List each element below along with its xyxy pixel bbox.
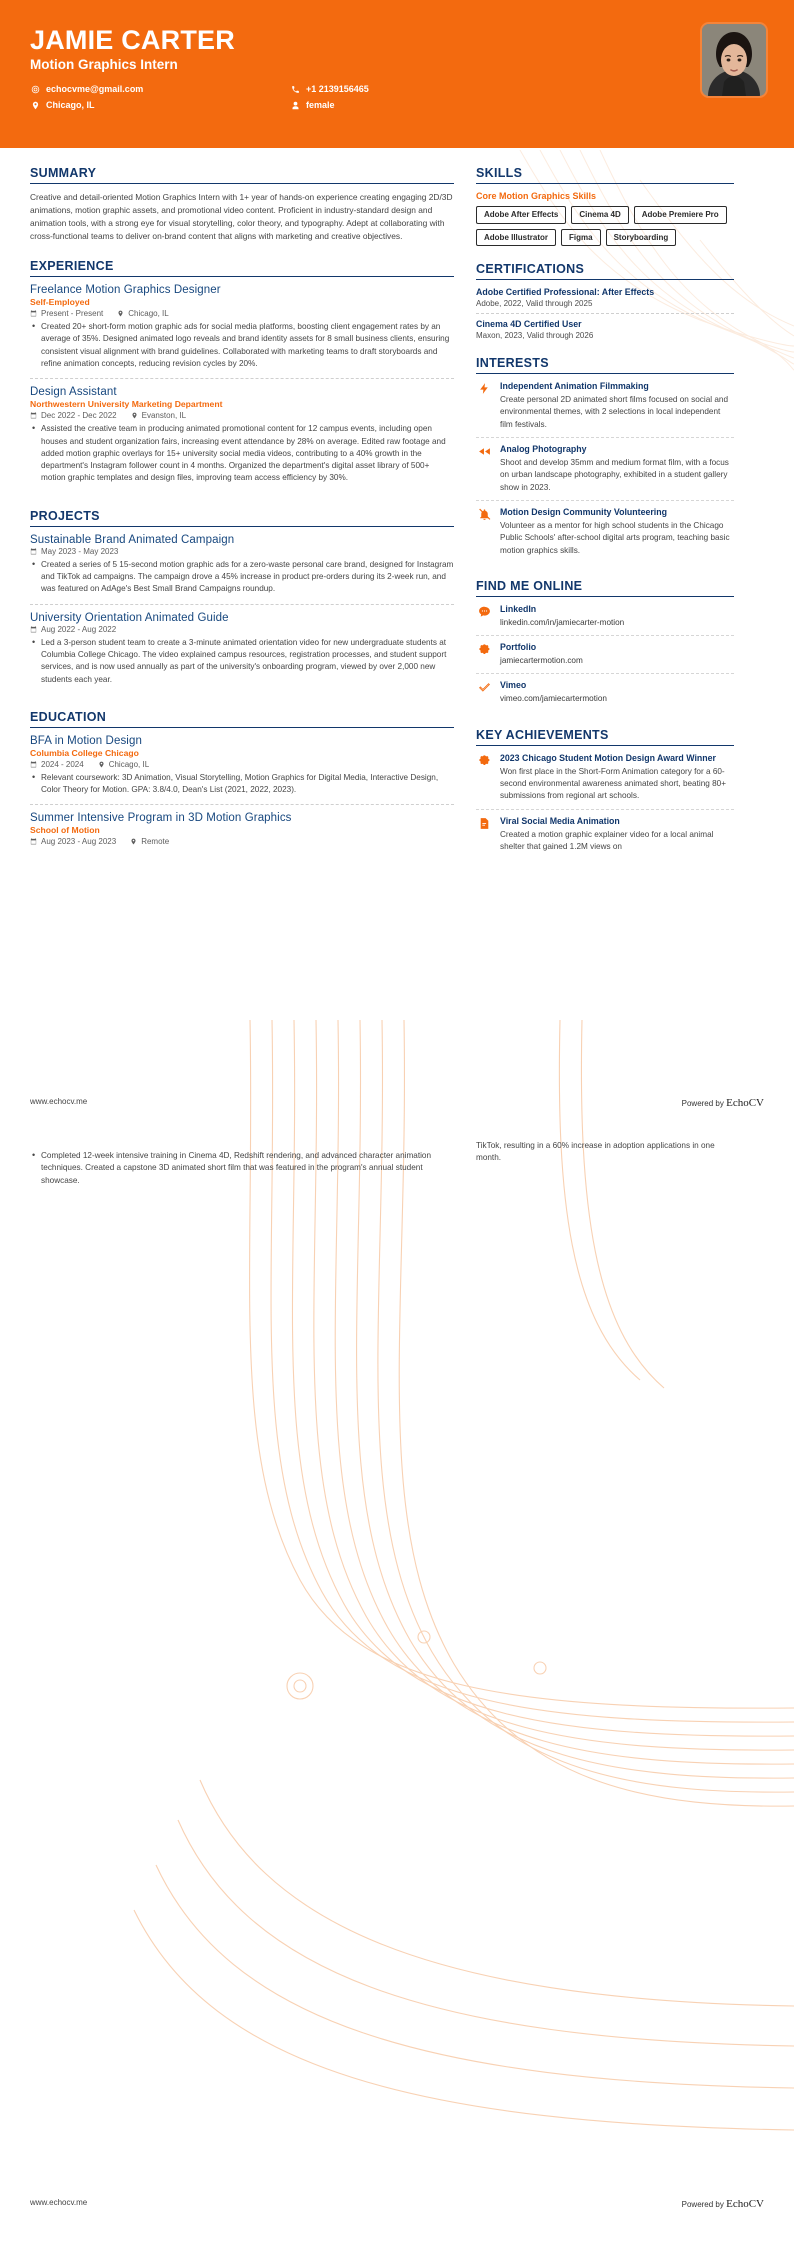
experience-meta: [30, 309, 454, 318]
interest-item: [476, 444, 734, 501]
section-education: [30, 710, 454, 857]
date-range-text: May 2023 - May 2023: [41, 546, 119, 556]
contact-grid: [30, 84, 550, 116]
online-body: [500, 642, 734, 667]
experience-org: Self-Employed: [30, 297, 90, 308]
footer-brand-name: EchoCV: [726, 2198, 764, 2210]
education-entry: [30, 735, 454, 806]
date-range: [30, 309, 103, 318]
location: [117, 309, 168, 318]
summary-text: Creative and detail-oriented Motion Graphics Intern with 1+ year of hands-on experience creating engaging 2D/3D animations, motion graphic assets, and promotional video content. Proficient in industry-standard design and animation tools, with a strong eye for visual storytelling, color theory, and typography. Adept at collaborating with cross-functional teams to deliver on-brand content that aligns with marketing and creative objectives.: [30, 192, 453, 242]
interest-title: Analog Photography: [500, 444, 587, 455]
bullet-list: [30, 772, 454, 797]
location-text: Evanston, IL: [141, 411, 187, 421]
location-text: Remote: [141, 837, 170, 847]
bullet-list: [30, 423, 454, 484]
skill-chip: Storyboarding: [606, 229, 677, 247]
calendar-icon: [30, 761, 37, 768]
contact-gender-text: female: [306, 100, 335, 111]
overflow-left: [30, 1150, 454, 1188]
resume-header: [0, 0, 794, 148]
location-icon: [98, 761, 105, 768]
interest-title: Independent Animation Filmmaking: [500, 381, 649, 392]
interest-desc: Create personal 2D animated short films focused on social and environmental themes, with 2 selections in local independent film festivals.: [500, 395, 729, 429]
location-icon: [117, 310, 124, 317]
date-range: [30, 411, 117, 420]
date-range-text: Dec 2022 - Dec 2022: [41, 411, 117, 421]
contact-column-left: [30, 84, 290, 116]
achievement-desc: Created a motion graphic explainer video for a local animal shelter that gained 1.2M views on: [500, 829, 714, 851]
footer-powered-prefix: Powered by: [681, 1099, 724, 1108]
location: [130, 837, 169, 846]
online-url[interactable]: linkedin.com/in/jamiecarter-motion: [500, 617, 625, 627]
certification-meta: Adobe, 2022, Valid through 2025: [476, 299, 593, 309]
online-label: Portfolio: [500, 642, 537, 653]
location-text: Chicago, IL: [128, 309, 169, 319]
bullet-item: • Led a 3-person student team to create a 3-minute animated orientation video for new undergraduate students at Columbia College Chicago. The video explained campus resources, registration processes, and student support services, and is now used annually as part of the university's onboarding program, viewed by over 2,000 new students each year.: [41, 637, 454, 686]
date-range: [30, 760, 84, 769]
divider: [30, 276, 454, 277]
location-icon: [130, 838, 137, 845]
certification-item: [476, 287, 734, 314]
skill-chip: Cinema 4D: [571, 206, 628, 224]
skill-chip: Adobe Premiere Pro: [634, 206, 727, 224]
gear-icon: [476, 642, 492, 667]
calendar-icon: [30, 412, 37, 419]
contact-column-right: [290, 84, 550, 116]
bullet-item: • Assisted the creative team in producing animated promotional content for 12 campus events, including open houses and student organization fairs, increasing event attendance by 28% on average. Edited raw footage and added motion graphic overlays for 15+ university social media videos, contributing to a 40% growth in the department's Instagram follower count in 4 months. Organized the department's digital asset library of 500+ motion graphic templates and design files, improving team access efficiency by 30%.: [41, 423, 454, 484]
date-range: [30, 625, 116, 634]
section-heading-education: EDUCATION: [30, 709, 107, 724]
education-school: Columbia College Chicago: [30, 747, 139, 758]
bullet-item: • Relevant coursework: 3D Animation, Visual Storytelling, Motion Graphics for Digital Media, Interactive Design, Color Theory for Motion. GPA: 3.8/4.0, Dean's List (2021, 2022, 2023).: [41, 772, 454, 797]
interest-item: [476, 381, 734, 438]
divider: [476, 183, 734, 184]
location-icon: [131, 412, 138, 419]
experience-entry: [30, 284, 454, 379]
section-heading-skills: SKILLS: [476, 166, 523, 180]
skill-chip: Adobe Illustrator: [476, 229, 556, 247]
section-heading-summary: SUMMARY: [30, 166, 97, 180]
bullet-list: [30, 559, 454, 596]
contact-email-text: echocvme@gmail.com: [46, 84, 144, 95]
calendar-icon: [30, 626, 37, 633]
job-title: Motion Graphics Intern: [30, 57, 178, 73]
section-certifications: [476, 262, 734, 340]
bullet-list: [30, 637, 454, 686]
skill-chip: Adobe After Effects: [476, 206, 566, 224]
calendar-icon: [30, 310, 37, 317]
date-range-text: Aug 2023 - Aug 2023: [41, 837, 117, 847]
certification-name: Adobe Certified Professional: After Effects: [476, 287, 655, 298]
resume-body: [0, 148, 794, 875]
education-entry: [30, 812, 454, 856]
certification-name: Cinema 4D Certified User: [476, 319, 582, 330]
bullet-list: [30, 1150, 454, 1187]
person-icon: [290, 100, 300, 110]
achievement-title: 2023 Chicago Student Motion Design Award Winner: [500, 752, 716, 763]
experience-entry: [30, 386, 454, 492]
footer-site[interactable]: www.echocv.me: [30, 1097, 88, 1106]
page-footer-2: [0, 2198, 794, 2210]
interest-item: [476, 507, 734, 563]
contact-email[interactable]: [30, 84, 290, 94]
location: [131, 411, 186, 420]
project-entry: [30, 534, 454, 605]
document-icon: [476, 816, 492, 854]
online-item-vimeo[interactable]: [476, 680, 734, 711]
section-skills: [476, 166, 734, 246]
divider: [476, 745, 734, 746]
online-url[interactable]: vimeo.com/jamiecartermotion: [500, 694, 607, 704]
section-summary: [30, 166, 454, 243]
education-degree: BFA in Motion Design: [30, 734, 142, 747]
interest-body: [500, 444, 734, 494]
certification-item: [476, 319, 734, 340]
date-range-text: Present - Present: [41, 309, 104, 319]
section-find-me-online: [476, 579, 734, 712]
interest-desc: Volunteer as a mentor for high school students in the Chicago Public Schools' after-school digital arts program, teaching basic motion graphics skills.: [500, 520, 730, 555]
location-icon: [30, 100, 40, 110]
location-text: Chicago, IL: [108, 759, 150, 769]
footer-brand: [682, 1097, 764, 1109]
contact-location: [30, 100, 290, 110]
skill-chip-list: [476, 206, 734, 246]
online-item-linkedin[interactable]: [476, 604, 734, 636]
calendar-icon: [30, 838, 37, 845]
project-entry: [30, 612, 454, 694]
certification-meta: Maxon, 2023, Valid through 2026: [476, 331, 594, 341]
project-name: University Orientation Animated Guide: [30, 611, 229, 624]
rewind-icon: [476, 444, 492, 494]
bullet-item: • Created 20+ short-form motion graphic ads for social media platforms, boosting client engagement rates by an average of 35%. Designed animated logo reveals and brand identity assets for 8 small business clients, ensuring consistent visual alignment with brand guidelines. Collaborated with marketing teams to draft storyboards and refine animation concepts, reducing revision cycles by 20%.: [41, 321, 454, 370]
divider: [30, 727, 454, 728]
section-heading-projects: PROJECTS: [30, 508, 100, 523]
skill-group-label: Core Motion Graphics Skills: [476, 191, 597, 201]
footer-brand: [682, 2198, 764, 2210]
experience-role: Design Assistant: [30, 386, 117, 399]
location: [98, 760, 149, 769]
divider: [30, 183, 454, 184]
section-heading-certifications: CERTIFICATIONS: [476, 262, 585, 277]
date-range-text: Aug 2022 - Aug 2022: [41, 624, 117, 634]
section-heading-experience: EXPERIENCE: [30, 259, 114, 274]
chat-bubble-icon: [476, 604, 492, 629]
divider: [30, 526, 454, 527]
lightning-bolt-icon: [476, 381, 492, 431]
footer-powered-prefix: Powered by: [681, 2200, 724, 2209]
interest-title: Motion Design Community Volunteering: [500, 506, 667, 517]
experience-org: Northwestern University Marketing Department: [30, 399, 223, 410]
check-icon: [476, 680, 492, 705]
skill-chip: Figma: [561, 229, 601, 247]
online-body: [500, 680, 734, 705]
section-interests: [476, 356, 734, 563]
contact-phone-text: +1 2139156465: [306, 84, 369, 95]
experience-meta: [30, 411, 454, 420]
section-heading-find-me-online: FIND ME ONLINE: [476, 578, 583, 593]
phone-icon: [290, 84, 300, 94]
achievement-item: [476, 753, 734, 810]
section-projects: [30, 509, 454, 694]
divider: [476, 596, 734, 597]
achievement-body: [500, 816, 734, 854]
section-heading-key-achievements: KEY ACHIEVEMENTS: [476, 727, 609, 742]
education-school: School of Motion: [30, 825, 100, 836]
section-experience: [30, 259, 454, 493]
avatar: [702, 24, 766, 96]
page-title: JAMIE CARTER: [30, 25, 235, 55]
online-item-portfolio[interactable]: [476, 642, 734, 674]
online-label: Vimeo: [500, 680, 527, 691]
achievement-body: [500, 753, 734, 803]
interest-desc: Shoot and develop 35mm and medium format film, with a focus on urban landscape photography, exhibited in a student gallery show in 2023.: [500, 458, 729, 492]
decorative-swirls-bottom: [0, 1020, 794, 2246]
divider: [476, 373, 734, 374]
experience-role: Freelance Motion Graphics Designer: [30, 284, 221, 297]
bullet-list: [30, 321, 454, 370]
footer-site[interactable]: www.echocv.me: [30, 2198, 88, 2207]
online-body: [500, 604, 734, 629]
project-meta: [30, 625, 454, 634]
section-key-achievements: [476, 728, 734, 859]
project-meta: [30, 547, 454, 556]
online-label: LinkedIn: [500, 603, 537, 614]
date-range: [30, 837, 116, 846]
email-icon: [30, 84, 40, 94]
overflow-right-text: TikTok, resulting in a 60% increase in adoption applications in one month.: [476, 1141, 715, 1163]
interest-body: [500, 507, 734, 557]
education-meta: [30, 837, 454, 846]
project-name: Sustainable Brand Animated Campaign: [30, 533, 235, 546]
calendar-icon: [30, 548, 37, 555]
date-range-text: 2024 - 2024: [41, 759, 84, 769]
contact-location-text: Chicago, IL: [46, 100, 95, 111]
page-footer-1: [0, 1097, 794, 1109]
contact-phone[interactable]: [290, 84, 550, 94]
left-column: [30, 166, 454, 872]
section-heading-interests: INTERESTS: [476, 356, 549, 371]
interest-body: [500, 381, 734, 431]
divider: [476, 279, 734, 280]
footer-brand-name: EchoCV: [726, 1097, 764, 1109]
date-range: [30, 547, 118, 556]
bullet-item: • Completed 12-week intensive training in Cinema 4D, Redshift rendering, and advanced character animation techniques. Created a capstone 3D animated short film that was featured in the program's annual student showcase.: [41, 1150, 454, 1187]
overflow-right: [476, 1140, 734, 1165]
contact-gender: [290, 100, 550, 110]
gear-icon: [476, 753, 492, 803]
achievement-title: Viral Social Media Animation: [500, 815, 620, 826]
education-meta: [30, 760, 454, 769]
bullet-item: • Created a series of 5 15-second motion graphic ads for a zero-waste personal care brand, designed for Instagram and TikTok ad campaigns. The campaign drove a 45% increase in product pre-orders during its 2-week run, and was featured on AdAge's Best Small Brand Campaigns roundup.: [41, 559, 454, 596]
education-degree: Summer Intensive Program in 3D Motion Graphics: [30, 812, 292, 825]
online-url[interactable]: jamiecartermotion.com: [500, 656, 583, 666]
bell-off-icon: [476, 507, 492, 557]
achievement-desc: Won first place in the Short-Form Animation category for a 60-second environmental awareness animated short, beating 80+ submissions from regional art schools.: [500, 766, 726, 801]
achievement-item: [476, 816, 734, 860]
right-column: [476, 166, 734, 875]
